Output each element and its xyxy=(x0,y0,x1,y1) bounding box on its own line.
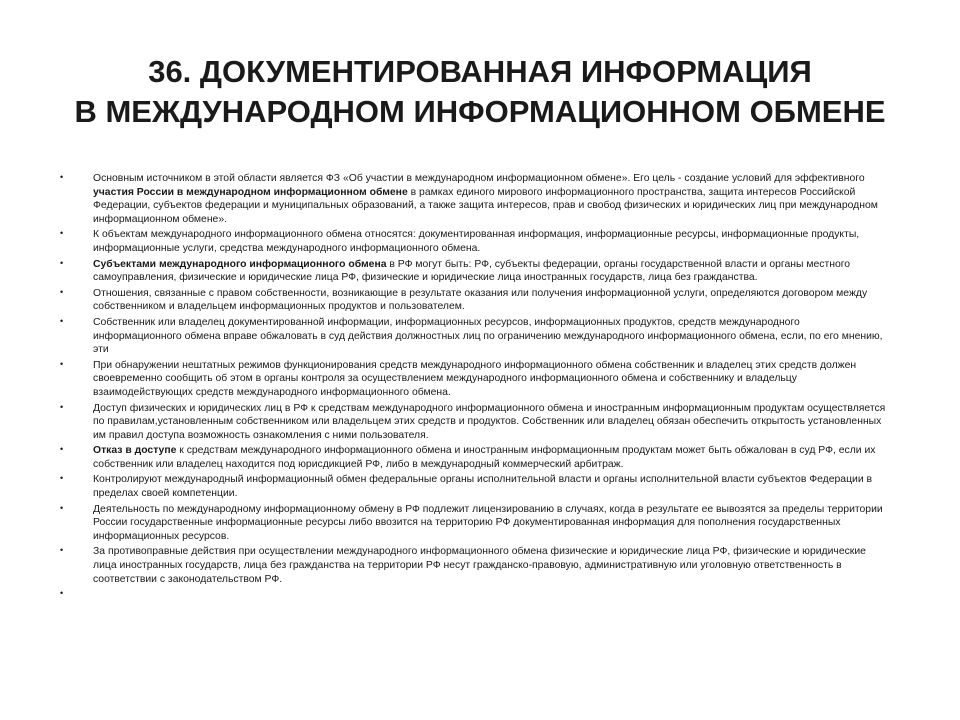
bullet-icon: • xyxy=(60,315,64,326)
list-item xyxy=(60,545,890,586)
list-item xyxy=(60,588,890,602)
bullet-text: Основным источником в этой области является ФЗ «Об участии в международном информационном обмене». Его цель - создание условий для эффективного xyxy=(93,173,865,184)
bullet-list xyxy=(60,172,890,604)
list-item xyxy=(60,402,890,443)
list-item xyxy=(60,287,890,314)
bullet-text: При обнаружении нештатных режимов функционирования средств международного информационного обмена собственник и владелец этих средств должен своевременно сообщить об этом в органы контроля за осуществлением международного информационного обмена и собственнику и владельцу взаимодействующих средств международного информационного обмена. xyxy=(93,359,857,398)
bullet-text: За противоправные действия при осуществлении международного информационного обмена физические и юридические лица РФ, физические и юридические лица иностранных государств, лица без гражданства на территории РФ несут гражданско-правовую, административную или уголовную ответственность в соответствии с законодательством РФ. xyxy=(93,546,866,585)
bullet-icon: • xyxy=(60,545,64,556)
bullet-icon: • xyxy=(60,358,64,369)
list-item xyxy=(60,444,890,471)
bullet-text-bold: Субъектами международного информационного обмена xyxy=(93,258,387,270)
bullet-icon: • xyxy=(60,401,64,412)
list-item xyxy=(60,316,890,357)
bullet-icon: • xyxy=(60,444,64,455)
bullet-icon: • xyxy=(60,172,64,182)
bullet-text: в РФ могут быть: РФ, субъекты федерации, органы государственной власти и органы местного самоуправления, физические и юридические лица РФ, физические и юридические лица иностранных государств, лица без гражданства. xyxy=(93,258,851,284)
title-line-2: В МЕЖДУНАРОДНОМ ИНФОРМАЦИОННОМ ОБМЕНЕ xyxy=(74,94,886,129)
bullet-icon: • xyxy=(60,257,64,268)
list-item xyxy=(60,172,890,226)
list-item xyxy=(60,228,890,255)
bullet-text: к средствам международного информационного обмена и иностранным информационным продуктам может быть обжалован в суд РФ, если их собственник или владелец находится под юрисдикцией РФ, либо в международный коммерческий арбитраж. xyxy=(93,445,876,470)
bullet-text: К объектам международного информационного обмена относятся: документированная информация, информационные ресурсы, информационные продукты, информационные услуги, средства международного информационного обмена. xyxy=(93,229,860,254)
list-item xyxy=(60,359,890,400)
bullet-text: Контролируют международный информационный обмен федеральные органы исполнительной власти и органы исполнительной власти субъектов Федерации в пределах своей компетенции. xyxy=(93,474,873,500)
bullet-text xyxy=(93,589,96,600)
bullet-icon: • xyxy=(60,502,64,513)
bullet-text: Отношения, связанные с правом собственности, возникающие в результате оказания или получения информационной услуги, определяются договором между собственником и владельцем информационных продуктов и пользователем. xyxy=(93,287,868,313)
bullet-text: Собственник или владелец документированной информации, информационных ресурсов, информационных продуктов, средств международного информационного обмена вправе обжаловать в суд действия должностных лиц по ограничению международного информационного обмена, если, по его мнению, эти xyxy=(93,316,883,356)
bullet-text: Доступ физических и юридических лиц в РФ к средствам международного информационного обмена и иностранным информационным продуктам осуществляется по правилам,установленным собственником или владельцем этих средств и продуктов. Собственник или владелец обязан обеспечить открытость установленных им правил доступа возможность ознакомления с ними пользователя. xyxy=(93,402,886,441)
page-title xyxy=(40,52,920,132)
list-item xyxy=(60,473,890,500)
bullet-text: в рамках единого мирового информационного пространства, защита интересов Российской Федерации, субъектов федерации и муниципальных образований, а также защита интересов, прав и свобод физических и юридических лиц при международном информационном обмене». xyxy=(93,186,878,225)
bullet-text: Деятельность по международному информационному обмену в РФ подлежит лицензированию в случаях, когда в результате ее вывозятся за пределы территории России государственные информационные ресурсы либо ввозится на территорию РФ документированная информация для пополнения государственных информационных ресурсов. xyxy=(93,503,883,542)
bullet-icon: • xyxy=(60,228,64,239)
bullet-text-bold: участия России в международном информационном обмене xyxy=(93,186,408,198)
list-item xyxy=(60,503,890,544)
list-item xyxy=(60,258,890,285)
bullet-icon: • xyxy=(60,286,64,297)
bullet-icon: • xyxy=(60,473,64,484)
bullet-text-bold: Отказ в доступе xyxy=(93,445,177,457)
bullet-icon: • xyxy=(60,588,64,599)
title-line-1: 36. ДОКУМЕНТИРОВАННАЯ ИНФОРМАЦИЯ xyxy=(148,54,812,89)
